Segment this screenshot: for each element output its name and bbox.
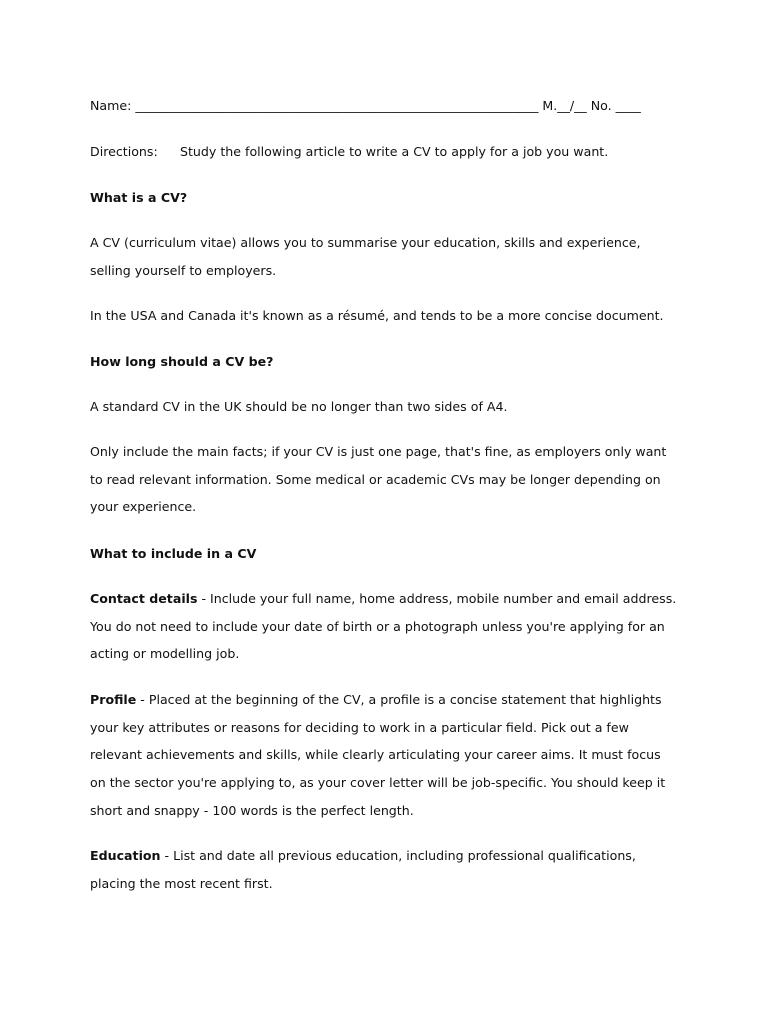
paragraph-resume-note: In the USA and Canada it's known as a résumé, and tends to be a more concise document. [90, 308, 664, 323]
paragraph-contact-details [90, 585, 680, 668]
heading-what-is-cv: What is a CV? [90, 190, 188, 205]
paragraph-profile [90, 686, 680, 825]
directions-label: Directions: [90, 144, 158, 159]
heading-how-long: How long should a CV be? [90, 354, 274, 369]
directions [90, 143, 690, 161]
education-text: - List and date all previous education, including professional qualifications, placing the most recent first. [90, 848, 636, 891]
paragraph-main-facts: Only include the main facts; if your CV is just one page, that's fine, as employers only want to read relevant information. Some medical or academic CVs may be longer depending on your experience. [90, 444, 667, 515]
profile-text: - Placed at the beginning of the CV, a profile is a concise statement that highlights your key attributes or reasons for deciding to work in a particular field. Pick out a few relevant achievements and skills, while clearly articulating your career aims. It must focus on the sector you're applying to, as your cover letter will be job-specific. You should keep it short and snappy - 100 words is the perfect length. [90, 692, 666, 818]
term-profile: Profile [90, 692, 137, 707]
name-line: Name: ________________________________________________________________ M.__/__ No. ____ [90, 98, 641, 113]
directions-text: Study the following article to write a CV to apply for a job you want. [180, 144, 609, 159]
paragraph-cv-definition: A CV (curriculum vitae) allows you to summarise your education, skills and experience, selling yourself to employers. [90, 235, 641, 278]
paragraph-education [90, 842, 680, 897]
heading-what-to-include: What to include in a CV [90, 546, 257, 561]
paragraph-length-standard: A standard CV in the UK should be no longer than two sides of A4. [90, 399, 508, 414]
contact-details-text: - Include your full name, home address, mobile number and email address. You do not need to include your date of birth or a photograph unless you're applying for an acting or modelling job. [90, 591, 677, 662]
term-contact-details: Contact details [90, 591, 198, 606]
term-education: Education [90, 848, 161, 863]
